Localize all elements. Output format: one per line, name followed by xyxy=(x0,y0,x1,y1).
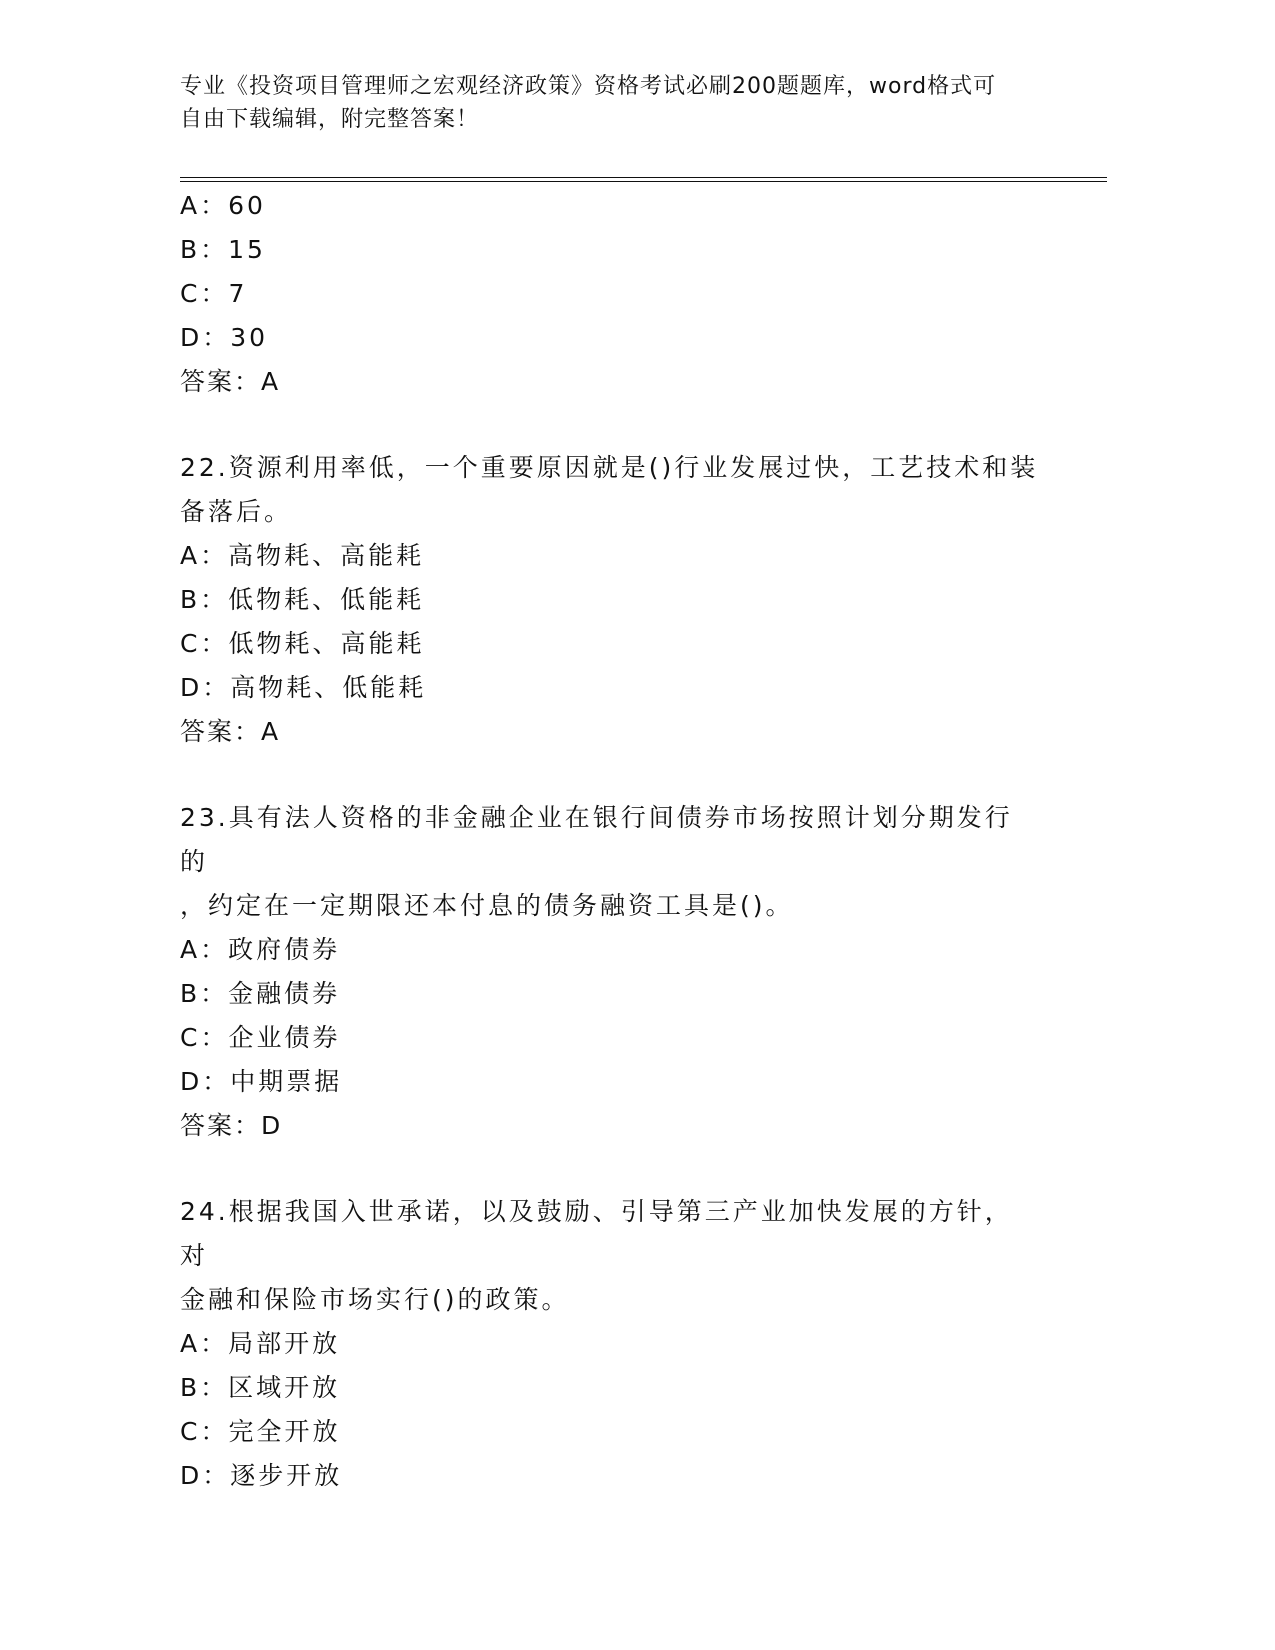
answer-label: 答案：D xyxy=(180,1111,283,1140)
question-stem-line-2: ，约定在一定期限还本付息的债务融资工具是()。 xyxy=(180,891,794,920)
question-stem xyxy=(180,1190,1040,1322)
option-a: A：政府债券 xyxy=(180,935,341,964)
option-c: C：企业债券 xyxy=(180,1023,341,1052)
option-b: B：低物耗、低能耗 xyxy=(180,585,425,614)
question-stem-line-2: 备落后。 xyxy=(180,497,293,526)
question-stem-line-1: 24.根据我国入世承诺，以及鼓励、引导第三产业加快发展的方针，对 xyxy=(180,1197,1013,1270)
question-stem-line-2: 金融和保险市场实行()的政策。 xyxy=(180,1285,570,1314)
question-fragment xyxy=(180,184,1060,404)
question-stem xyxy=(180,446,1040,534)
question-23 xyxy=(180,796,1060,1148)
option-c: C：完全开放 xyxy=(180,1417,341,1446)
option-a: A：局部开放 xyxy=(180,1329,341,1358)
option-b: B：15 xyxy=(180,235,266,264)
header-title-line-1: 专业《投资项目管理师之宏观经济政策》资格考试必刷200题题库，word格式可 xyxy=(180,74,997,99)
header-title-line-2: 自由下载编辑，附完整答案！ xyxy=(180,107,480,132)
option-b: B：金融债券 xyxy=(180,979,341,1008)
option-d: D：逐步开放 xyxy=(180,1461,343,1490)
question-24 xyxy=(180,1190,1060,1498)
question-stem-line-1: 23.具有法人资格的非金融企业在银行间债券市场按照计划分期发行的 xyxy=(180,803,1013,876)
question-stem-line-1: 22.资源利用率低，一个重要原因就是()行业发展过快，工艺技术和装 xyxy=(180,453,1039,482)
option-a: A：高物耗、高能耗 xyxy=(180,541,425,570)
header-divider xyxy=(180,177,1107,182)
document-header xyxy=(180,70,1040,136)
question-stem xyxy=(180,796,1040,928)
option-c: C：7 xyxy=(180,279,248,308)
option-b: B：区域开放 xyxy=(180,1373,341,1402)
option-c: C：低物耗、高能耗 xyxy=(180,629,425,658)
option-d: D：中期票据 xyxy=(180,1067,343,1096)
answer-label: 答案：A xyxy=(180,367,281,396)
question-22 xyxy=(180,446,1060,754)
answer-label: 答案：A xyxy=(180,717,281,746)
option-d: D：30 xyxy=(180,323,269,352)
option-a: A：60 xyxy=(180,191,266,220)
option-d: D：高物耗、低能耗 xyxy=(180,673,427,702)
question-list xyxy=(180,184,1060,1498)
